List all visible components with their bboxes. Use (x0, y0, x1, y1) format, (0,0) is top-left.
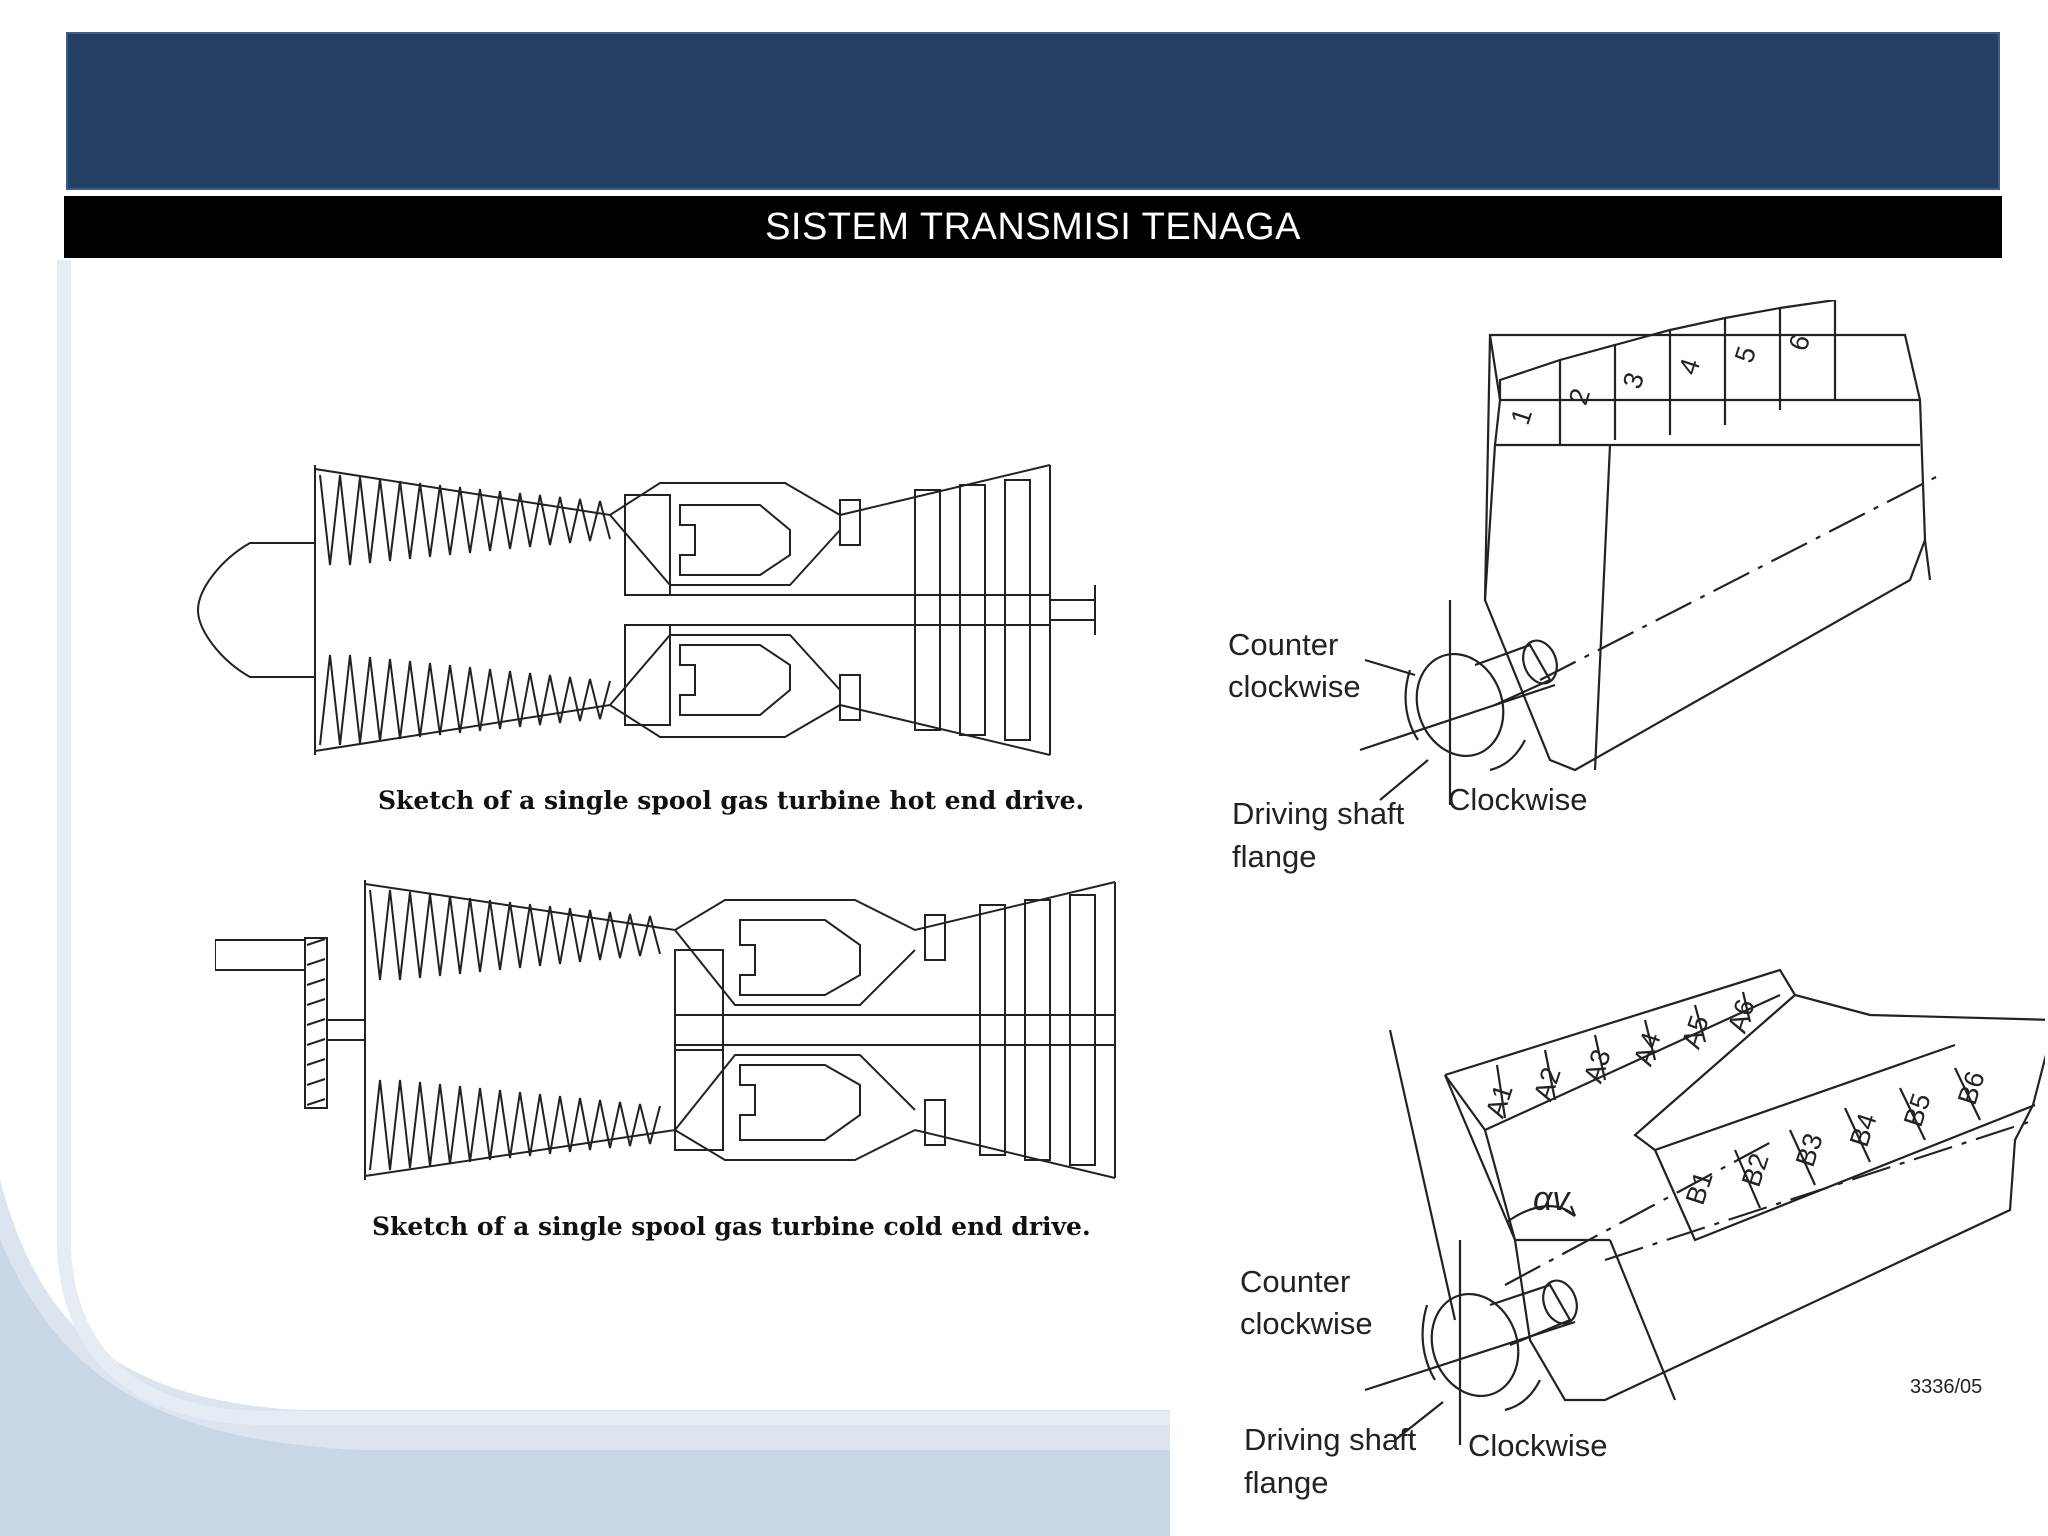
v-counter-clockwise-label: Counter clockwise (1240, 1264, 1373, 1341)
cyl-b2: B2 (1735, 1149, 1775, 1191)
angle-alpha-v: αv (1533, 1180, 1570, 1218)
cyl-b6: B6 (1951, 1067, 1991, 1109)
hot-end-caption: Sketch of a single spool gas turbine hot end drive. (378, 786, 1085, 815)
cyl-a6: A6 (1721, 995, 1761, 1037)
cyl-3: 3 (1616, 368, 1651, 393)
cyl-a3: A3 (1577, 1045, 1617, 1087)
cylinder-block-top (1500, 300, 1835, 445)
v-driving-shaft-label: Driving shaft flange (1244, 1422, 1417, 1500)
cyl-6: 6 (1782, 330, 1817, 355)
hot-end-drive-diagram (190, 455, 1115, 765)
figure-code: 3336/05 (1910, 1376, 1983, 1398)
inline-counter-clockwise-label: Counter clockwise (1228, 627, 1361, 704)
cold-end-drive-diagram (215, 870, 1130, 1190)
cyl-a4: A4 (1627, 1028, 1667, 1070)
inline-clockwise-label: Clockwise (1448, 782, 1588, 817)
cyl-a1: A1 (1479, 1080, 1519, 1122)
cyl-b5: B5 (1897, 1089, 1937, 1131)
cyl-1: 1 (1504, 404, 1539, 429)
slide-title: SISTEM TRANSMISI TENAGA (765, 205, 1301, 248)
cyl-b1: B1 (1679, 1167, 1719, 1209)
cyl-2: 2 (1562, 384, 1597, 409)
cyl-b4: B4 (1843, 1109, 1883, 1151)
cyl-a5: A5 (1675, 1011, 1715, 1053)
cyl-4: 4 (1672, 354, 1707, 379)
cyl-a2: A2 (1527, 1063, 1567, 1105)
cyl-b3: B3 (1789, 1129, 1829, 1171)
title-bar (64, 196, 2002, 258)
v-clockwise-label: Clockwise (1468, 1428, 1608, 1463)
inline-driving-shaft-label: Driving shaft flange (1232, 796, 1405, 874)
cyl-5: 5 (1728, 342, 1763, 367)
cold-end-caption: Sketch of a single spool gas turbine cold end drive. (372, 1212, 1091, 1241)
v-engine-diagram (1215, 940, 2045, 1480)
header-bar (66, 32, 2000, 190)
